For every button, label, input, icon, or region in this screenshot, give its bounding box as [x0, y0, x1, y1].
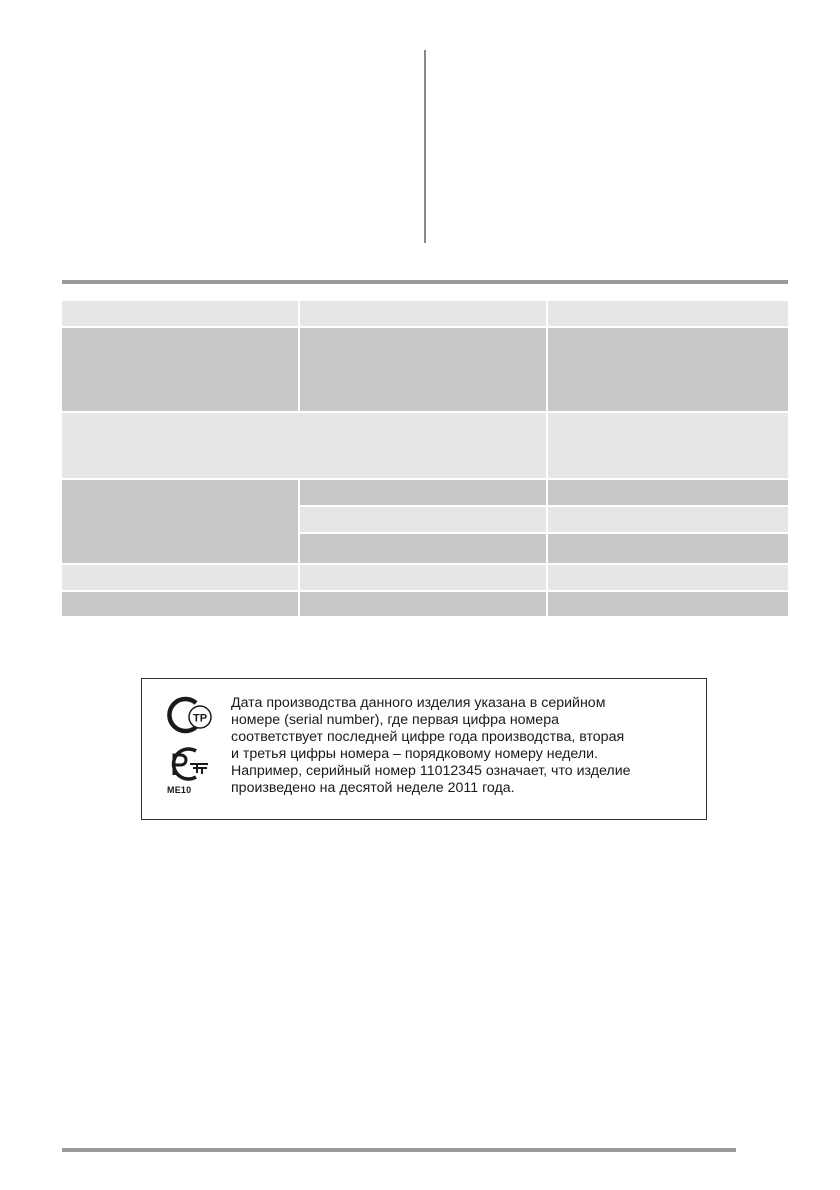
table-cell [548, 413, 788, 478]
notice-text [231, 695, 701, 797]
table-cell [300, 480, 546, 505]
table-cell [62, 592, 298, 616]
table-cell [548, 480, 788, 505]
production-date-notice [141, 678, 707, 820]
table-cell [62, 480, 298, 563]
notice-line: и третья цифры номера – порядковому номеру недели. [231, 746, 598, 762]
eac-tr-mark-icon [162, 695, 214, 735]
notice-line: номере (serial number), где первая цифра номера [231, 712, 559, 728]
table-cell [300, 592, 546, 616]
rst-gost-mark-icon [162, 745, 214, 785]
svg-text:ТР: ТР [192, 712, 208, 725]
table-cell [548, 507, 788, 532]
table-cell [548, 592, 788, 616]
table-header-cell [62, 301, 298, 326]
specifications-table [62, 301, 788, 618]
table-cell [62, 413, 546, 478]
table-header-cell [548, 301, 788, 326]
table-cell [300, 328, 546, 411]
notice-line: Например, серийный номер 11012345 означает, что изделие [231, 763, 631, 779]
table-cell [62, 328, 298, 411]
table-cell [300, 507, 546, 532]
table-cell [300, 534, 546, 563]
notice-line: Дата производства данного изделия указана в серийном [231, 695, 606, 711]
table-cell [548, 565, 788, 590]
table-header-cell [300, 301, 546, 326]
certification-code: ME10 [167, 785, 192, 795]
notice-line: произведено на десятой неделе 2011 года. [231, 780, 515, 796]
footer-rule [62, 1148, 736, 1152]
certification-marks [162, 695, 218, 807]
table-cell [548, 328, 788, 411]
section-rule-top [62, 280, 788, 284]
table-cell [300, 565, 546, 590]
column-divider [424, 50, 426, 243]
notice-line: соответствует последней цифре года производства, вторая [231, 729, 625, 745]
table-cell [62, 565, 298, 590]
table-cell [548, 534, 788, 563]
